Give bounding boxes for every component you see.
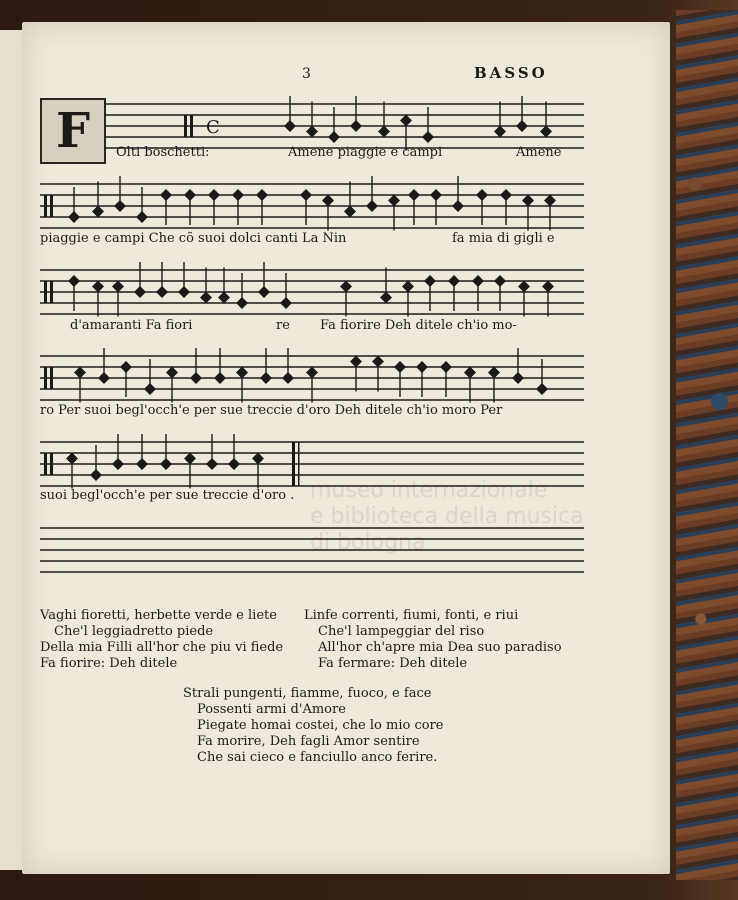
clef-mark [50, 281, 53, 303]
verse-line: Fa fiorire: Deh ditele [40, 656, 178, 671]
verse-line: Possenti armi d'Amore [197, 702, 346, 717]
barline [292, 442, 295, 486]
lyric-line: suoi begl'occh'e per sue treccie d'oro . [40, 488, 295, 503]
verse-line: Piegate homai costei, che lo mio core [197, 718, 444, 733]
verse-line: Fa fermare: Deh ditele [318, 656, 468, 671]
clef-mark [44, 453, 47, 475]
page-number: 3 [302, 66, 311, 82]
verse-left [40, 608, 283, 672]
initial-letter: F [55, 103, 91, 159]
clef-mark [50, 195, 53, 217]
verse-line: Della mia Filli all'hor che piu vi fiede [40, 640, 284, 655]
verse-right [304, 608, 562, 672]
clef-mark [50, 367, 53, 389]
lyric-line: Olti boschetti: [116, 145, 210, 160]
lyric-line: Amene [516, 145, 562, 160]
lyric-line: fa mia di gigli e [452, 231, 555, 246]
verse-line: Che'l leggiadretto piede [54, 624, 214, 639]
clef-mark [190, 115, 193, 137]
clef-mark [44, 281, 47, 303]
watermark-line: e biblioteca della musica [310, 504, 584, 529]
lyric-line: ro Per suoi begl'occh'e per sue treccie d'oro Deh ditele ch'io moro Per [40, 403, 503, 418]
lyric-line: re [276, 318, 290, 333]
voice-part-title: BASSO [474, 64, 548, 82]
lyric-line: d'amaranti Fa fiori [70, 318, 193, 333]
barline [298, 442, 300, 486]
verse-line: Strali pungenti, fiamme, fuoco, e face [183, 686, 432, 701]
verse-line: Che sai cieco e fanciullo anco ferire. [197, 750, 438, 765]
verse-bottom [183, 686, 443, 766]
lyric-line: Amene piaggie e campi [288, 145, 443, 160]
verse-line: All'hor ch'apre mia Dea suo paradiso [318, 640, 562, 655]
verse-line: Fa morire, Deh fagli Amor sentire [197, 734, 420, 749]
clef-mark [184, 115, 187, 137]
verse-line: Linfe correnti, fiumi, fonti, e riui [304, 608, 519, 623]
watermark-line: di bologna [310, 530, 426, 555]
watermark-line: museo internazionale [310, 478, 548, 503]
verse-line: Vaghi fioretti, herbette verde e liete [40, 608, 277, 623]
time-signature: C [206, 117, 220, 138]
verse-line: Che'l lampeggiar del riso [318, 624, 485, 639]
clef-mark [44, 367, 47, 389]
lyric-line: Fa fiorire Deh ditele ch'io mo- [320, 318, 517, 333]
clef-mark [50, 453, 53, 475]
clef-mark [44, 195, 47, 217]
lyric-line: piaggie e campi Che cõ suoi dolci canti La Nin [40, 231, 347, 246]
